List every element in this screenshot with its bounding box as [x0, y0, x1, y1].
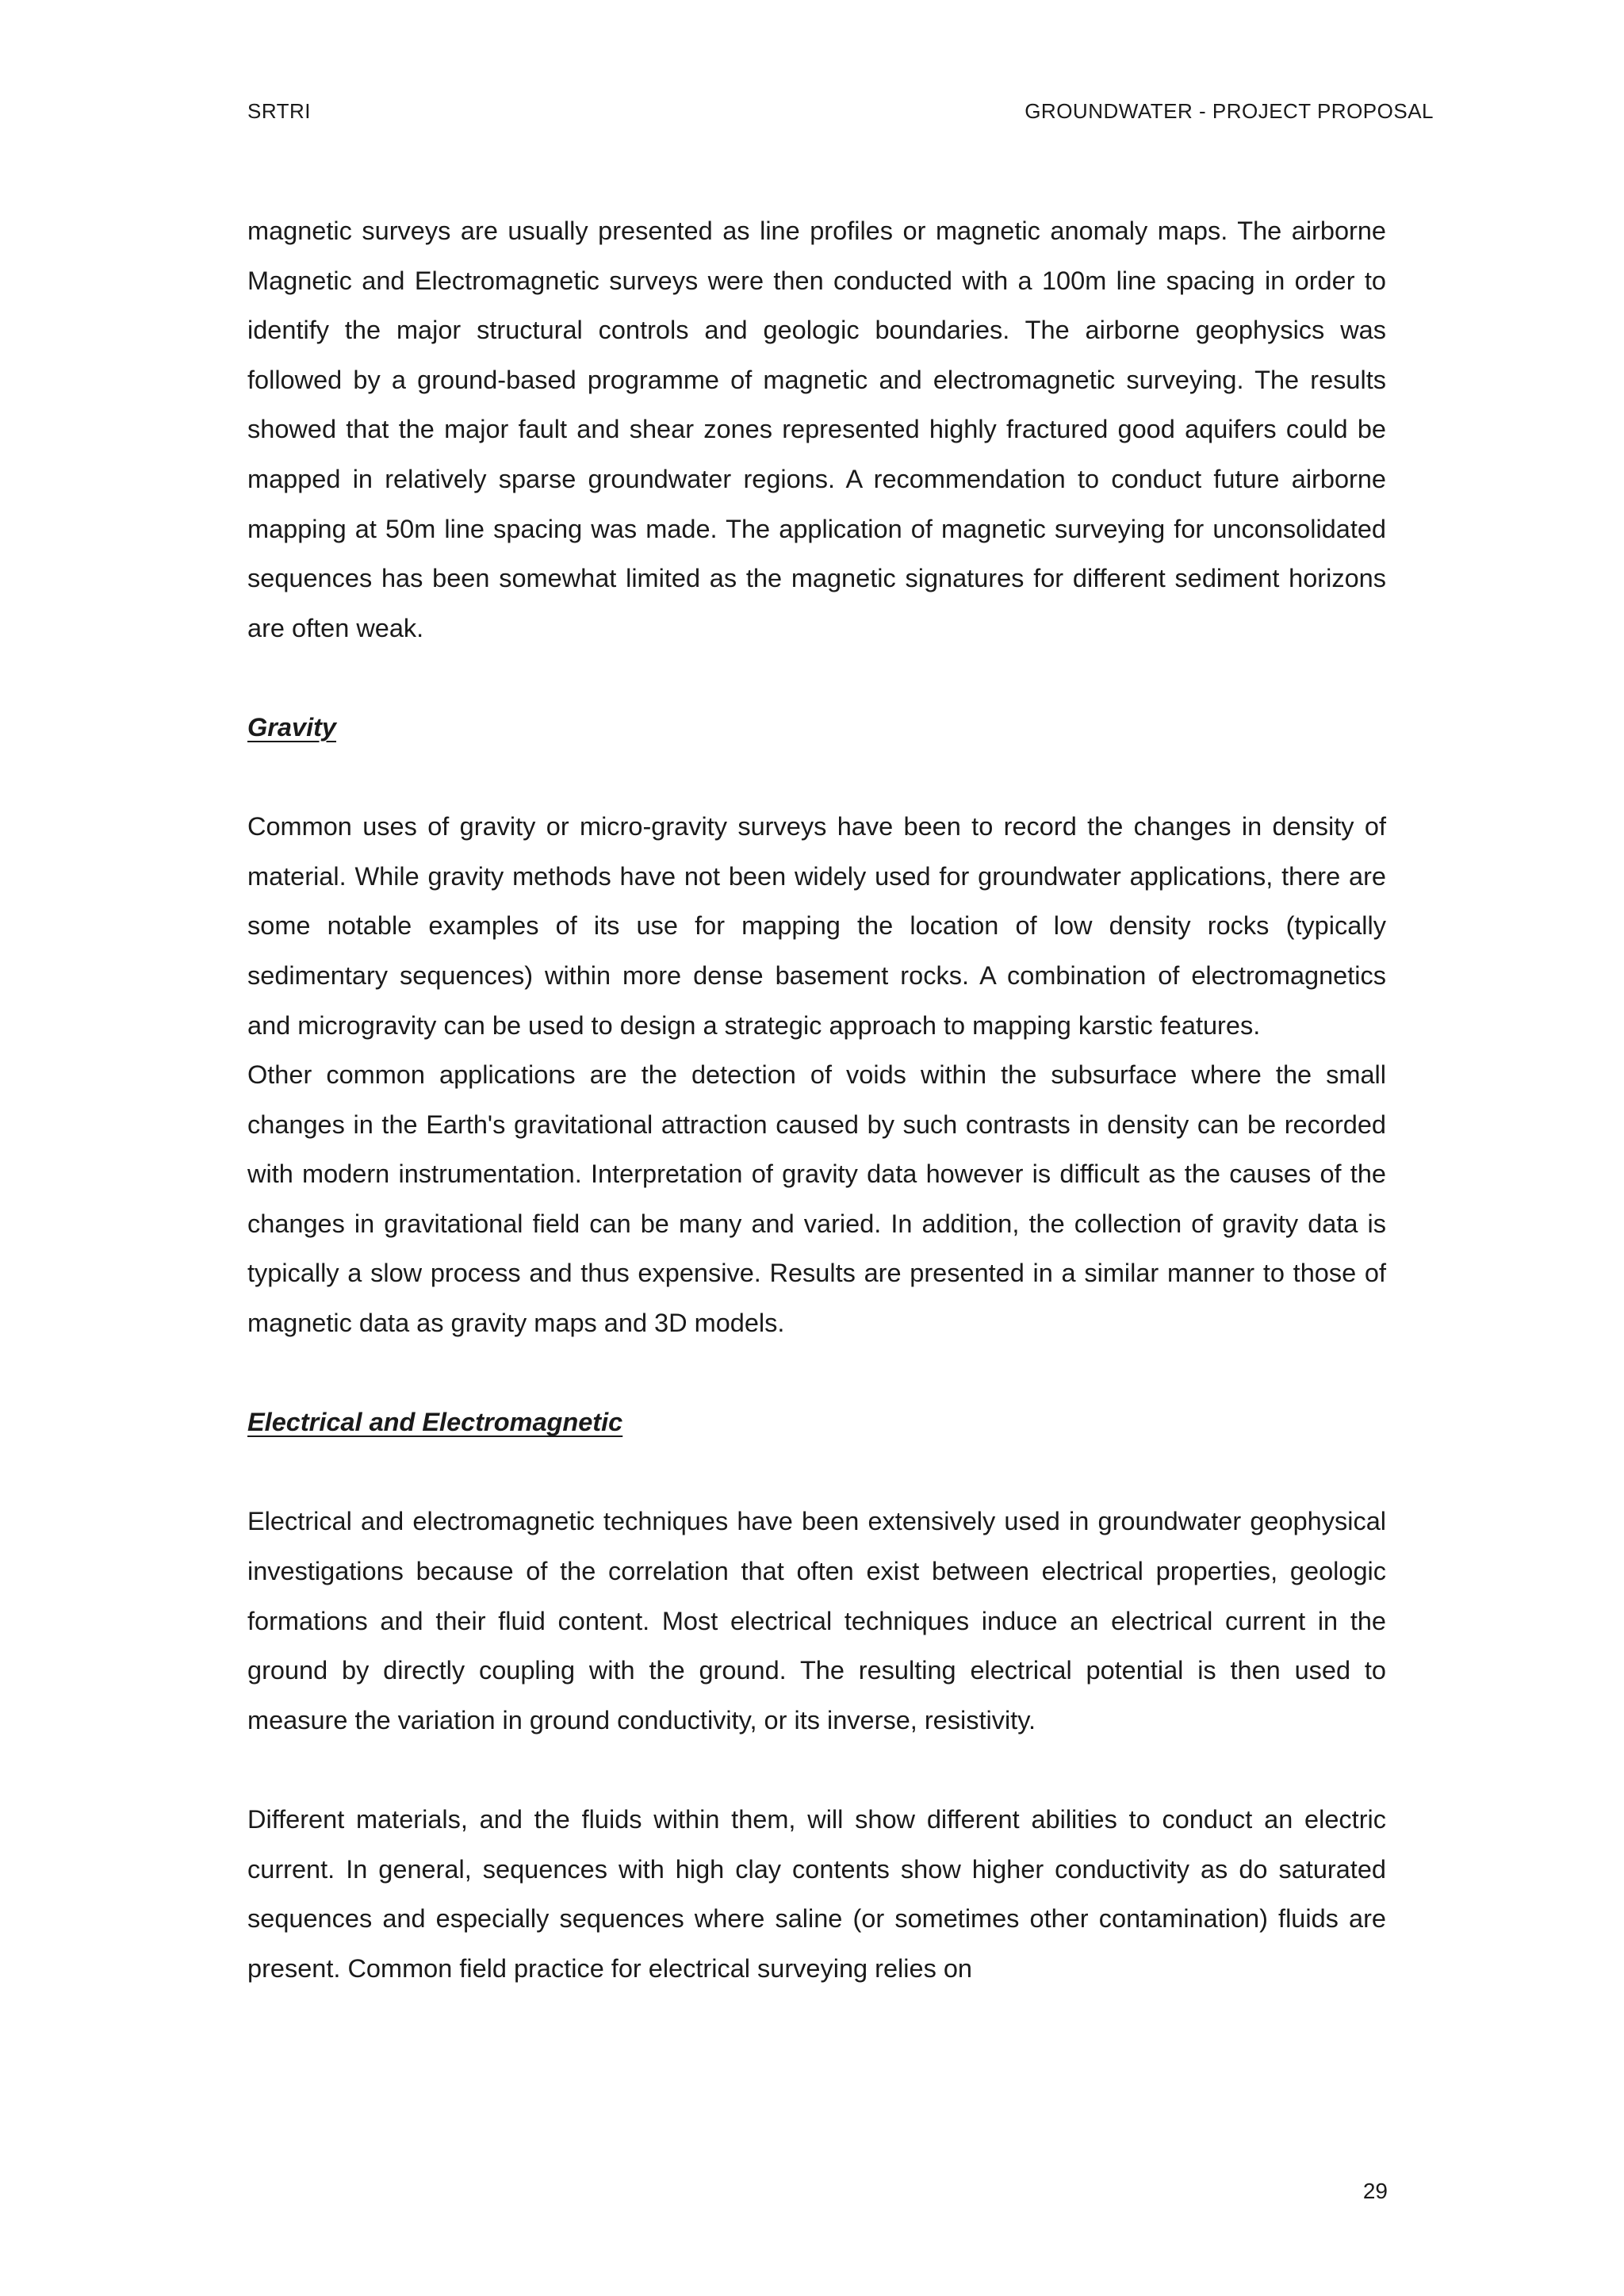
heading-electrical: Electrical and Electromagnetic	[247, 1408, 623, 1437]
paragraph-gravity-2: Other common applications are the detection of voids within the subsurface where the small changes in the Earth's gravitational attraction caused by such contrasts in density can be recorded with modern instrumentation. Interpretation of gravity data however is difficult as the causes of the changes in gravitational field can be many and varied. In addition, the collection of gravity data is typically a slow process and thus expensive. Results are presented in a similar manner to those of magnetic data as gravity maps and 3D models.	[247, 1060, 1386, 1338]
header-right-text: GROUNDWATER - PROJECT PROPOSAL	[1025, 99, 1434, 123]
paragraph-electrical-1: Electrical and electromagnetic techniques have been extensively used in groundwater geophysical investigations because of the correlation that often exist between electrical properties, geologic formations and their fluid content. Most electrical techniques induce an electrical current in the ground by directly coupling with the ground. The resulting electrical potential is then used to measure the variation in ground conductivity, or its inverse, resistivity.	[247, 1507, 1386, 1734]
paragraph-gravity-1: Common uses of gravity or micro-gravity surveys have been to record the changes in density of material. While gravity methods have not been widely used for groundwater applications, there are some notable examples of its use for mapping the location of low density rocks (typically sedimentary sequences) within more dense basement rocks. A combination of electromagnetics and microgravity can be used to design a strategic approach to mapping karstic features.	[247, 812, 1386, 1040]
header-left-text: SRTRI	[247, 99, 312, 123]
document-body	[247, 206, 1386, 1993]
heading-gravity: Gravity	[247, 712, 337, 742]
paragraph-magnetic: magnetic surveys are usually presented as line profiles or magnetic anomaly maps. The airborne Magnetic and Electromagnetic surveys were then conducted with a 100m line spacing in order to identify the major structural controls and geologic boundaries. The airborne geophysics was followed by a ground-based programme of magnetic and electromagnetic surveying. The results showed that the major fault and shear zones represented highly fractured good aquifers could be mapped in relatively sparse groundwater regions. A recommendation to conduct future airborne mapping at 50m line spacing was made. The application of magnetic surveying for unconsolidated sequences has been somewhat limited as the magnetic signatures for different sediment horizons are often weak.	[247, 217, 1386, 642]
page-number: 29	[1362, 2179, 1388, 2203]
paragraph-electrical-2: Different materials, and the fluids within them, will show different abilities to conduct an electric current. In general, sequences with high clay contents show higher conductivity as do saturated sequences and especially sequences where saline (or sometimes other contamination) fluids are present. Common field practice for electrical surveying relies on	[247, 1805, 1386, 1983]
